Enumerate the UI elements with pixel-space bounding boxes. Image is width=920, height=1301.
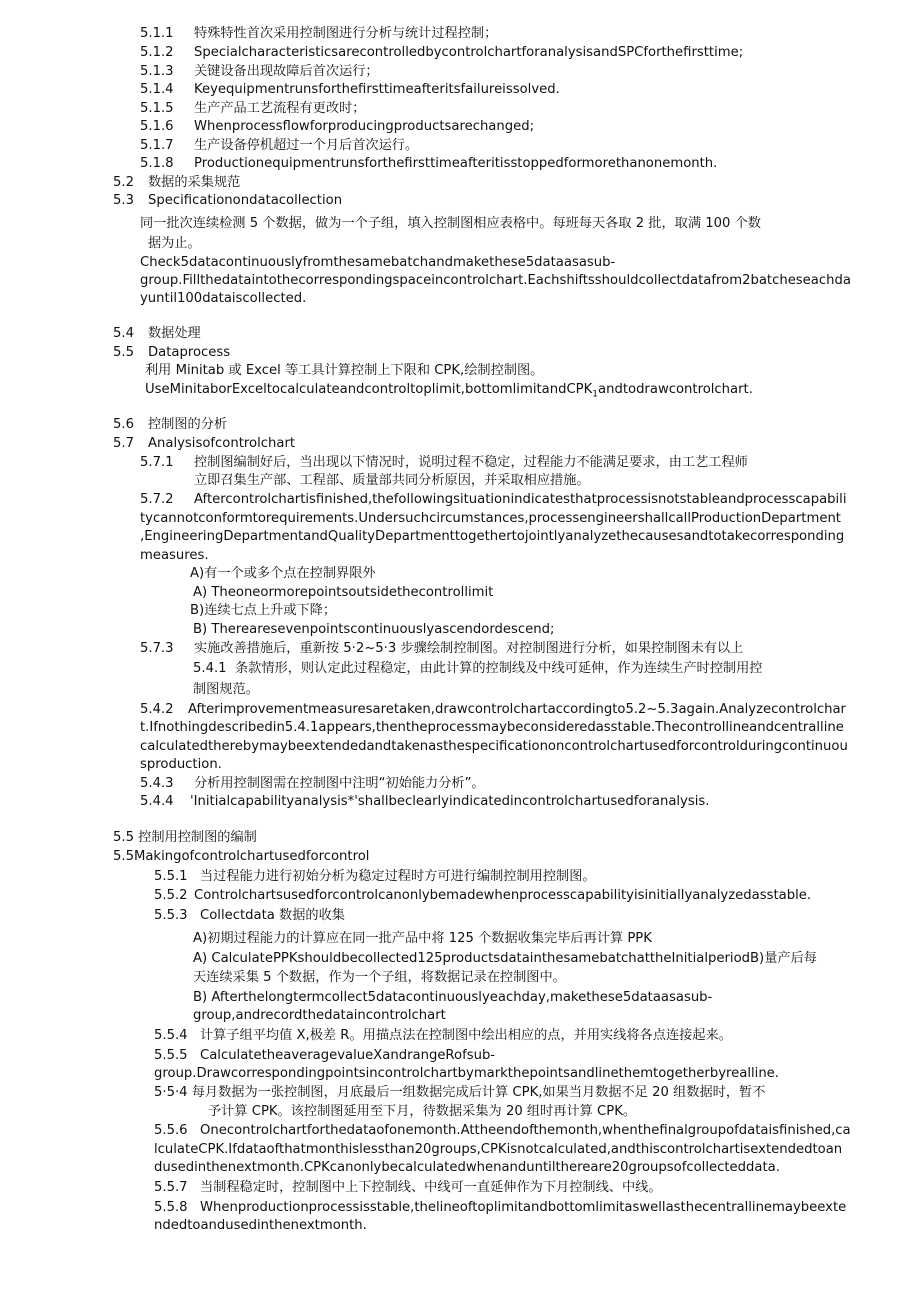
list-item: B) Therearesevenpointscontinuouslyascendordescend; <box>193 622 555 637</box>
paragraph-line: calculatedtherebymaybeextendedandtakenasthespecificationoncontrolchartusedforcontrolduringcontinuou <box>140 739 848 754</box>
paragraph-line: UseMinitaborExceltocalculateandcontroltoplimit,bottomlimitandCPK$_1$andtodrawcontrolchart. <box>145 382 753 400</box>
clause-5-7-2: 5.7.2 Aftercontrolchartisfinished,thefollowingsituationindicatesthatprocessisnotstableandprocesscapabili <box>140 492 847 507</box>
list-item: A)有一个或多个点在控制界限外 <box>190 566 376 581</box>
paragraph-line: 予计算 CPK。该控制图延用至下月，待数据采集为 20 组时再计算 CPK。 <box>208 1104 637 1119</box>
clause-5-5-4: 5.5.4 计算子组平均值 X,极差 R。用描点法在控制图中绘出相应的点，并用实线将各点连接起来。 <box>154 1028 732 1043</box>
clause-5-5-6: 5.5.6 Onecontrolchartforthedataofonemonth.Attheendofthemonth,whenthefinalgroupofdataisfinished,ca <box>154 1123 851 1138</box>
list-item: B)连续七点上升或下降； <box>190 603 337 618</box>
clause-5-5-1: 5.5.1 当过程能力进行初始分析为稳定过程时方可进行编制控制用控制图。 <box>154 869 596 884</box>
clause-5-1-6: 5.1.6 Whenprocessflowforproducingproductsarechanged; <box>140 119 535 134</box>
list-item: A) CalculatePPKshouldbecollected125productsdatainthesamebatchattheInitialperiodB)量产后每 <box>193 951 817 966</box>
clause-5-4-3: 5.4.3 分析用控制图需在控制图中注明“初始能力分析”。 <box>140 776 485 791</box>
clause-5-5-7: 5.5.7 当制程稳定时，控制图中上下控制线、中线可一直延伸作为下月控制线、中线。 <box>154 1180 662 1195</box>
paragraph-line: ,EngineeringDepartmentandQualityDepartmenttogethertojointlyanalyzethecausesandtotakecorresponding <box>140 529 845 544</box>
paragraph-line: measures. <box>140 548 209 563</box>
clause-5-4-1: 5.4.1 条款情形，则认定此过程稳定，由此计算的控制线及中线可延伸，作为连续生产时控制用控 <box>193 661 763 676</box>
clause-5-7-1: 5.7.1 控制图编制好后，当出现以下情况时，说明过程不稳定，过程能力不能满足要求，由工艺工程师 <box>140 455 748 470</box>
paragraph-line: Check5datacontinuouslyfromthesamebatchandmakethese5dataasasub- <box>140 255 616 270</box>
paragraph-line: 据为止。 <box>148 236 201 251</box>
paragraph-line: group,andrecordthedataincontrolchart <box>193 1008 446 1023</box>
heading-5-7: 5.7 Analysisofcontrolchart <box>113 436 296 451</box>
paragraph-line: ndedtoandusedinthenextmonth. <box>154 1218 367 1233</box>
clause-5-5-2: 5.5.2 Controlchartsusedforcontrolcanonlybemadewhenprocesscapabilityisinitiallyanalyzedasstable. <box>154 888 812 903</box>
clause-5-1-3: 5.1.3 关键设备出现故障后首次运行； <box>140 64 379 79</box>
paragraph-line: tycannotconformtorequirements.Undersuchcircumstances,processengineershallcallProductionDepartment <box>140 511 841 526</box>
clause-5-4-2: 5.4.2 Afterimprovementmeasuresaretaken,drawcontrolchartaccordingto5.2~5.3again.Analyzecontrolchar <box>140 702 846 717</box>
paragraph-line: 天连续采集 5 个数据，作为一个子组，将数据记录在控制图中。 <box>193 970 566 985</box>
paragraph-line: 同一批次连续检测 5 个数据，做为一个子组，填入控制图相应表格中。每班每天各取 2 批，取满 100 个数 <box>140 216 761 231</box>
paragraph-line: t.Ifnothingdescribedin5.4.1appears,thentheprocessmaybeconsideredasstable.Thecontrollineandcentralline <box>140 720 844 735</box>
clause-5-1-1: 5.1.1 特殊特性首次采用控制图进行分析与统计过程控制； <box>140 26 498 41</box>
list-item: B) Afterthelongtermcollect5datacontinuouslyeachday,makethese5dataasasub- <box>193 990 713 1005</box>
heading-5-5-making: 5.5 控制用控制图的编制 <box>113 830 257 845</box>
clause-5-4-4: 5.4.4 'Initialcapabilityanalysis*'shallbeclearlyindicatedincontrolchartusedforanalysis. <box>140 794 710 809</box>
heading-5-6: 5.6 控制图的分析 <box>113 417 228 432</box>
heading-5-5: 5.5 Dataprocess <box>113 345 231 360</box>
heading-5-4: 5.4 数据处理 <box>113 326 201 341</box>
clause-5-1-2: 5.1.2 SpecialcharacteristicsarecontrolledbycontrolchartforanalysisandSPCforthefirsttime; <box>140 45 744 60</box>
list-item: A) Theoneormorepointsoutsidethecontrollimit <box>193 585 494 600</box>
clause-5-1-7: 5.1.7 生产设备停机超过一个月后首次运行。 <box>140 138 419 153</box>
clause-5-7-3: 5.7.3 实施改善措施后，重新按 5·2~5·3 步骤绘制控制图。对控制图进行分析，如果控制图未有以上 <box>140 641 744 656</box>
clause-5-5-5: 5.5.5 CalculatetheaveragevalueXandrangeRofsub- <box>154 1048 496 1063</box>
heading-5-2: 5.2 数据的采集规范 <box>113 175 241 190</box>
paragraph-line: 制图规范。 <box>193 682 259 697</box>
paragraph-line: group.Drawcorrespondingpointsincontrolchartbymarkthepointsandlinethemtogetherbyrealline. <box>154 1066 779 1081</box>
list-item: A)初期过程能力的计算应在同一批产品中将 125 个数据收集完毕后再计算 PPK <box>193 931 652 946</box>
heading-5-3: 5.3 Specificationondatacollection <box>113 193 343 208</box>
paragraph-line: sproduction. <box>140 757 222 772</box>
paragraph-line: dusedinthenextmonth.CPKcanonlybecalculatedwhenanduntilthereare20groupsofcollecteddata. <box>154 1160 780 1175</box>
paragraph-line: group.Fillthedataintothecorrespondingspaceincontrolchart.Eachshiftsshouldcollectdatafrom2batcheseachda <box>140 273 851 288</box>
clause-5-1-4: 5.1.4 Keyequipmentrunsforthefirsttimeafteritsfailureissolved. <box>140 82 560 97</box>
clause-5-1-5: 5.1.5 生产产品工艺流程有更改时； <box>140 101 366 116</box>
clause-5-5-3: 5.5.3 Collectdata 数据的收集 <box>154 908 345 923</box>
paragraph-line: 利用 Minitab 或 Excel 等工具计算控制上下限和 CPK,绘制控制图。 <box>145 363 544 378</box>
paragraph-line: yuntil100dataiscollected. <box>140 291 307 306</box>
paragraph-line: lculateCPK.Ifdataofthatmonthislessthan20groups,CPKisnotcalculated,andthiscontrolchartisextendedtoan <box>154 1142 843 1157</box>
clause-5-5-4-monthly: 5·5·4 每月数据为一张控制图，月底最后一组数据完成后计算 CPK,如果当月数据不足 20 组数据时，暂不 <box>154 1085 766 1100</box>
clause-5-5-8: 5.5.8 Whenproductionprocessisstable,thelineoftoplimitandbottomlimitaswellasthecentrallinemaybeexte <box>154 1200 847 1215</box>
clause-5-1-8: 5.1.8 Productionequipmentrunsforthefirsttimeafteritisstoppedformorethanonemonth. <box>140 156 718 171</box>
paragraph-line: 立即召集生产部、工程部、质量部共同分析原因，并采取相应措施。 <box>194 473 590 488</box>
heading-5-5-making-en: 5.5Makingofcontrolchartusedforcontrol <box>113 849 370 864</box>
